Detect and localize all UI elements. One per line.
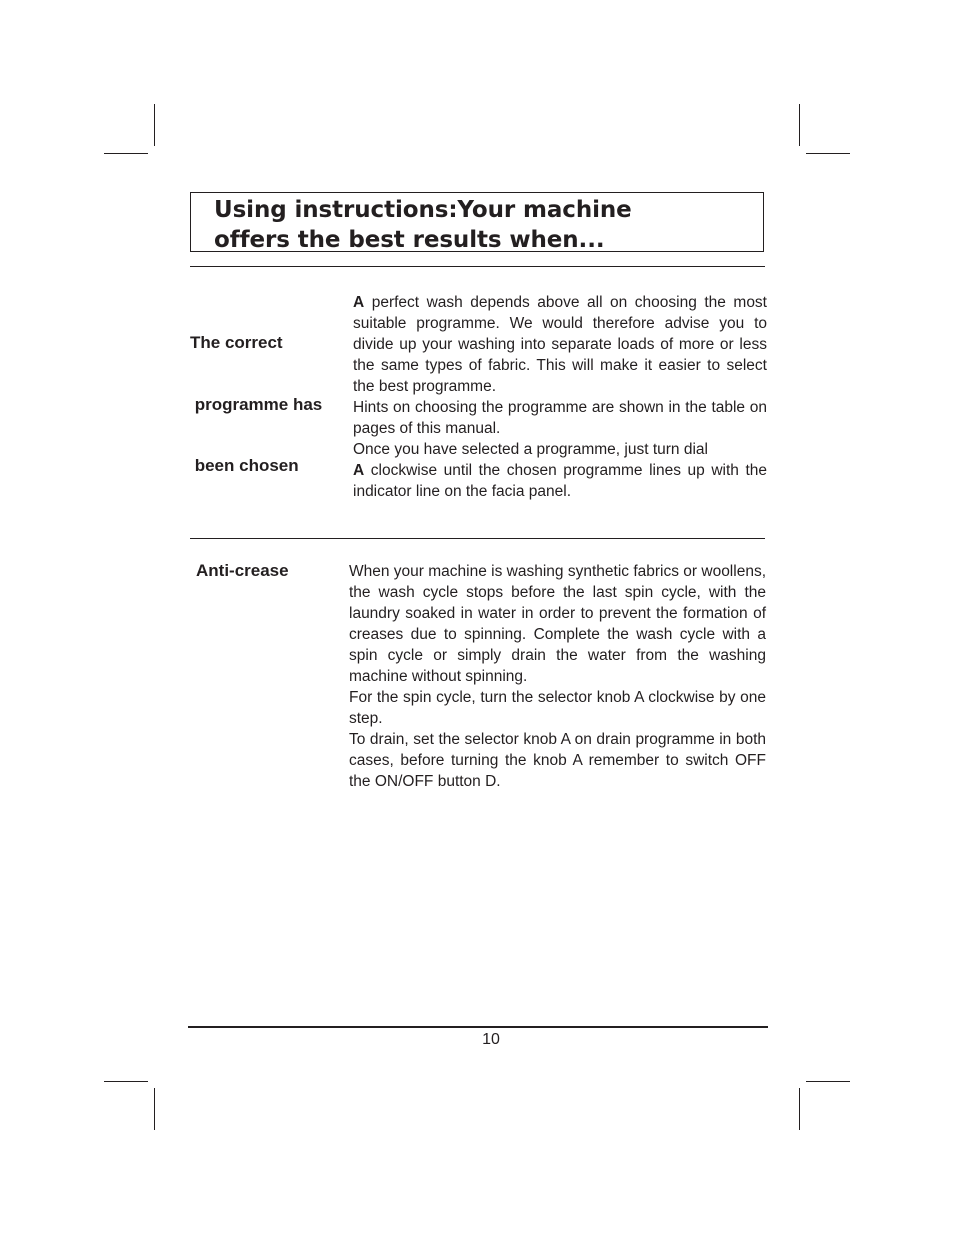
body-paragraph: When your machine is washing synthetic fabrics or woollens, the wash cycle stops before the last spin cycle, with the laundry soaked in water in order to prevent the formation of creases due to spinning. Complete the wash cycle with a spin cycle or simply drain the water from the washing machine without spinning. [349, 563, 766, 685]
paragraph-text: perfect wash depends above all on choosing the most suitable programme. We would therefore advise you to divide up your washing into separate loads of more or less the same types of fabric. This will make it easier to select the best programme. [353, 294, 767, 395]
crop-mark [104, 153, 148, 154]
body-paragraph: Once you have selected a programme, just turn dial [353, 441, 708, 458]
title-line: offers the best results when... [214, 227, 605, 253]
dial-reference: A [353, 294, 365, 311]
body-paragraph [353, 460, 767, 502]
section-label-line: Anti-crease [196, 561, 289, 580]
crop-mark [806, 1081, 850, 1082]
footer-divider [188, 1026, 768, 1028]
body-paragraph: Hints on choosing the programme are shown in the table on pages of this manual. [353, 399, 767, 437]
body-paragraph: For the spin cycle, turn the selector knob A clockwise by one step. [349, 689, 766, 727]
section-label-line: programme has [190, 394, 323, 414]
body-paragraph [353, 292, 767, 397]
crop-mark [799, 104, 800, 146]
section-label [196, 561, 289, 582]
crop-mark [154, 1088, 155, 1130]
crop-mark [806, 153, 850, 154]
section-label-line: The correct [190, 333, 283, 352]
section-body [349, 561, 766, 792]
title-box [190, 192, 764, 252]
page-title [214, 195, 632, 255]
crop-mark [104, 1081, 148, 1082]
dial-reference: A [353, 462, 365, 479]
section-label [190, 292, 322, 497]
divider [190, 266, 765, 267]
section-body [353, 292, 767, 502]
paragraph-text: clockwise until the chosen programme lines up with the indicator line on the facia panel. [353, 462, 767, 500]
divider [190, 538, 765, 539]
title-line: Using instructions:Your machine [214, 197, 632, 223]
page-number-text: 10 [482, 1031, 500, 1048]
crop-mark [154, 104, 155, 146]
page-number [0, 1031, 954, 1049]
body-paragraph: To drain, set the selector knob A on drain programme in both cases, before turning the knob A remember to switch OFF the ON/OFF button D. [349, 731, 766, 790]
crop-mark [799, 1088, 800, 1130]
section-label-line: been chosen [190, 456, 299, 475]
